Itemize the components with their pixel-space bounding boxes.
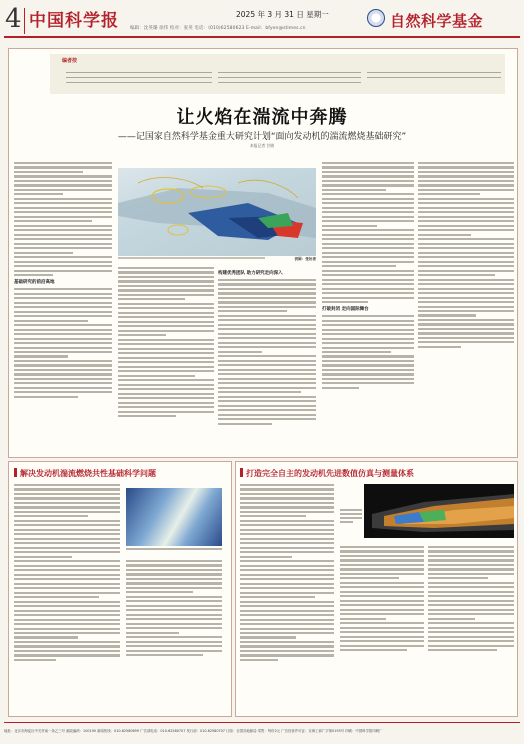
section-title: 自然科学基金: [390, 12, 484, 30]
left-box-column-2: [126, 560, 222, 659]
newspaper-logo: 中国科学报: [29, 11, 119, 31]
masthead-divider: [24, 8, 25, 34]
footer-imprint: 地址：北京市海淀区中关村南一条乙三号 邮政编码：100190 新闻热线：010-62580699 广告部电话：010-62580707 发行部：010-62580707 订阅：全国各地邮局 零售：每份2元 广告经营许可证：京海工商广字第0193号 印刷：中国科学报印刷厂: [4, 729, 383, 733]
figure-1-credit: 供图：受访者: [118, 257, 316, 262]
section-head-1: 基础研究的前沿高地: [14, 280, 55, 286]
editor-note: [50, 54, 505, 94]
right-box-column-3: [428, 546, 514, 654]
figure-3-caption: [340, 509, 362, 525]
editor-credits: 编辑：沈英璐 徐伟 校对：张英 电话：(010)62580623 E-mail：bfyen@stimes.cn: [130, 26, 306, 31]
article-byline: 本报记者 甘晓: [250, 143, 274, 148]
right-box-marker: [240, 468, 243, 477]
article-column-4: [322, 162, 414, 391]
section-head-3: 打破封闭 走向国际舞台: [322, 307, 369, 313]
issue-date: 2025 年 3 月 31 日 星期一: [236, 10, 329, 19]
combustion-simulation-figure: [118, 168, 316, 256]
left-box-title: 解决发动机湍流燃烧共性基础科学问题: [20, 469, 156, 478]
combustor-rendering: [364, 484, 514, 538]
figure-2-caption: [126, 548, 222, 552]
article-column-5: [418, 162, 514, 350]
turbulence-field-figure: [126, 488, 222, 546]
nsfc-emblem-icon: [367, 9, 385, 27]
section-head-2: 构建优秀团队 助力研究走向深入: [218, 271, 283, 276]
article-subheadline: ——记国家自然科学基金重大研究计划“面向发动机的湍流燃烧基础研究”: [117, 132, 407, 142]
article-column-1: [14, 162, 112, 400]
engine-flame-illustration: [118, 168, 316, 256]
article-column-2: [118, 267, 214, 419]
right-box-title: 打造完全自主的发动机先进数值仿真与测量体系: [246, 469, 414, 478]
masthead-rule: [4, 36, 520, 38]
engine-combustor-simulation-figure: [364, 484, 514, 538]
left-box-column-1: [14, 484, 120, 663]
article-headline: 让火焰在湍流中奔腾: [176, 107, 348, 128]
right-box-column-1: [240, 484, 334, 663]
masthead: [0, 0, 524, 40]
footer-rule: [4, 722, 520, 723]
left-box-marker: [14, 468, 17, 477]
page-number: 4: [5, 4, 22, 34]
editor-note-tag: 编者按: [62, 58, 78, 64]
right-box-column-2: [340, 546, 424, 654]
article-column-3: [218, 267, 316, 427]
